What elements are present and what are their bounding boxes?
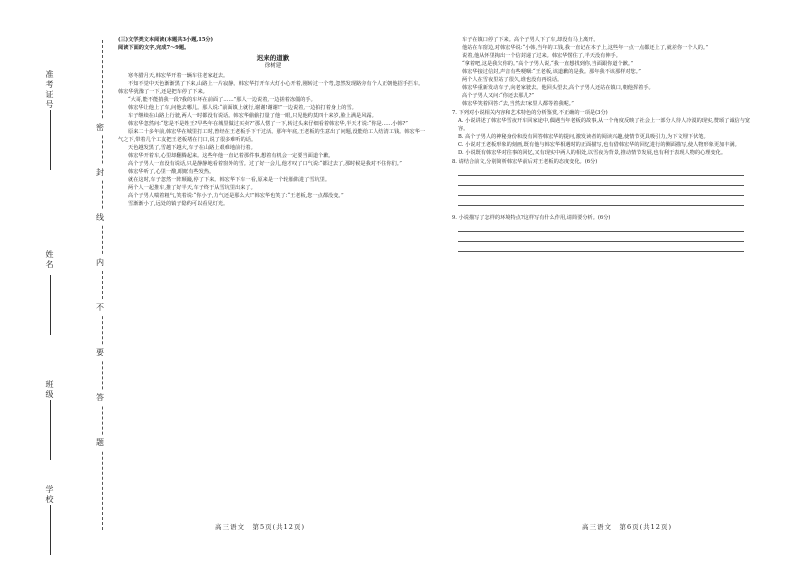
story-author: 徐树建 [264,63,282,69]
story-paragraph: 说着,他从怀里掏出一个信封递了过来。韩宏华愣住了,半天没有伸手。 [462,53,621,59]
story-paragraph: 高个子男人又问:“你还去那儿?” [462,93,535,99]
story-paragraph: 不知不觉中天色渐渐黑了下来,山路上一片寂静。韩宏华打开车大灯小心开着,刚转过一个弯,忽然发现路旁有个人正朝他招手拦车。韩宏华犹豫了一下,还是把车停了下来。 [118,81,424,95]
answer-line-q8[interactable] [458,205,744,206]
answer-line-q9[interactable] [458,251,744,252]
exam-number-blank [50,110,51,170]
seal-char: 线 [96,210,104,225]
story-paragraph: 原来二十多年前,韩宏华在城里打工时,曾经在王老板手下干过活。那年年底,王老板的生意出了问题,没能给工人结清工钱。韩宏华一气之下,带着几个工友把王老板堵在门口,说了很多难听的话。 [118,129,426,143]
seal-char: 题 [96,435,104,450]
seal-char: 内 [96,255,104,270]
seal-char: 封 [96,165,104,180]
story-paragraph: 两个人在雪夜里站了很久,谁也没有再说话。 [462,77,563,83]
answer-line-q9[interactable] [458,231,744,232]
left-page [118,36,428,208]
question-7-option-b: B. 高个子男人的神秘身份和没有回答韩宏华的提问,激发读者的阅读兴趣,使情节更具吸引力,为下文埋下伏笔。 [458,134,709,140]
class-blank [50,400,51,460]
answer-line-q8[interactable] [458,185,744,186]
question-7-stem: 7. 下列对小说相关内容和艺术特色的分析鉴赏,不正确的一项是(3分) [452,110,608,116]
story-paragraph: 韩宏华重新发动车子,向老家驶去。他回头望去,高个子男人还站在镇口,朝他挥着手。 [462,85,654,91]
right-page [452,36,752,252]
name-label: 姓名 [45,250,54,270]
page-footer-right: 高三语文 第6页(共12页) [582,523,672,531]
story-paragraph: 两个人一起推车,推了好半天,车子终于从雪坑里出来了。 [128,185,256,191]
seal-char: 答 [96,390,104,405]
story-paragraph: “拿着吧,这是我欠你的。”高个子男人说,“我一直想找到你,当面跟你道个歉。” [462,61,634,67]
story-paragraph: 韩宏华开着车,心里却翻腾起来。这些年他一直记着那件事,想着有机会一定要当面道个歉。 [128,153,334,159]
class-label: 班级 [45,380,54,400]
answer-line-q9[interactable] [458,241,744,242]
story-paragraph: 韩宏华忽然问:“您是不是姓王?早些年在城里做过买卖?”那人愣了一下,转过头来仔细看着韩宏华,半天才说:“你是……小韩?” [128,121,408,127]
question-7-option-d: D. 小说既有韩宏华对往事的回忆,又有现实中两人的相处,以雪夜为背景,推动情节发展,也有利于表现人物的心理变化。 [458,150,727,156]
school-blank [50,505,51,555]
question-8-stem: 8. 请结合前文,分别简析韩宏华前后对王老板的态度变化。(6分) [452,159,598,165]
reading-instruction: 阅读下面的文字,完成7～9题。 [118,45,190,51]
question-7-option-c: C. 小说对王老板形象的刻画,既有他与韩宏华相遇时的正面描写,也有借韩宏华的回忆进行的侧面描写,使人物形象更加丰满。 [458,142,740,148]
seal-char: 要 [96,345,104,360]
story-paragraph: 车子继续在山路上行驶,两人一时都没有说话。韩宏华偷偷打量了他一眼,只见他约莫四十来岁,脸上满是风霜。 [128,113,377,119]
story-paragraph: 韩宏华让他上了车,问他去哪儿。那人说:“前面镇上就行,谢谢!谢谢!”一边说着,一边拍打着身上的雪。 [128,105,357,111]
seal-dashed-line [102,40,103,530]
seal-char: 不 [96,300,104,315]
section-heading: (三)文学类文本阅读(本题共3小题,15分) [118,37,214,43]
question-9-stem: 9. 小说描写了怎样的环境特点?这样写有什么作用,请简要分析。(6分) [452,215,611,221]
story-paragraph: 寒冬腊月天,韩宏华开着一辆车往老家赶去。 [128,73,229,79]
story-paragraph: 雪渐渐小了,远处的镇子隐约可以看见灯光。 [128,201,229,207]
story-paragraph: 韩宏华听了,心里一酸,眼眶有些发热。 [128,169,215,175]
story-title: 迟来的道歉 [256,54,290,62]
seal-char: 密 [96,120,104,135]
story-paragraph: 高个子男人一直没有说话,只是静静地看着窗外的雪。过了好一会儿,他才叹了口气说:“都过去了,那时候是我对不住你们。” [128,161,402,167]
story-paragraph: 他站在车窗边,对韩宏华说:“小韩,当年的工钱,我一直记在本子上,这些年一点一点都还上了,就差你一个人的。” [462,45,709,51]
question-7-option-a: A. 小说讲述了韩宏华雪夜开车回家途中,偶遇当年老板的故事,从一个角度反映了社会上一部分人待人冷漠的现实,赞颂了诚信与宽容。 [458,118,751,132]
story-paragraph: “大哥,能不能捎我一段?我的车坏在前面了……”那人一边说着,一边搓着冻僵的手。 [128,97,316,103]
name-blank [50,275,51,335]
story-paragraph: 韩宏华笑着回答:“去,当然去!家里人都等着我呢。” [462,101,574,107]
answer-line-q8[interactable] [458,175,744,176]
story-paragraph: 高个子男人喘着粗气,笑着说:“你小子,力气还是那么大!”韩宏华也笑了:“王老板,您一点都没变。” [128,193,344,199]
page-footer-left: 高三语文 第5页(共12页) [215,523,305,531]
story-paragraph: 韩宏华接过信封,声音有些哽咽:“王老板,该道歉的是我。那年我不该那样对您。” [462,69,641,75]
story-paragraph: 车子在镇口停了下来。高个子男人下了车,却没有马上离开。 [462,37,599,43]
story-paragraph: 天色越发黑了,雪越下越大,车子在山路上艰难地前行着。 [128,145,256,151]
answer-line-q8[interactable] [458,195,744,196]
story-paragraph: 就在这时,车子忽然一阵颠簸,停了下来。韩宏华下车一看,原来是一个轮胎陷进了雪坑里。 [128,177,331,183]
exam-number-label: 准考证号 [45,70,54,110]
school-label: 学校 [45,485,54,505]
